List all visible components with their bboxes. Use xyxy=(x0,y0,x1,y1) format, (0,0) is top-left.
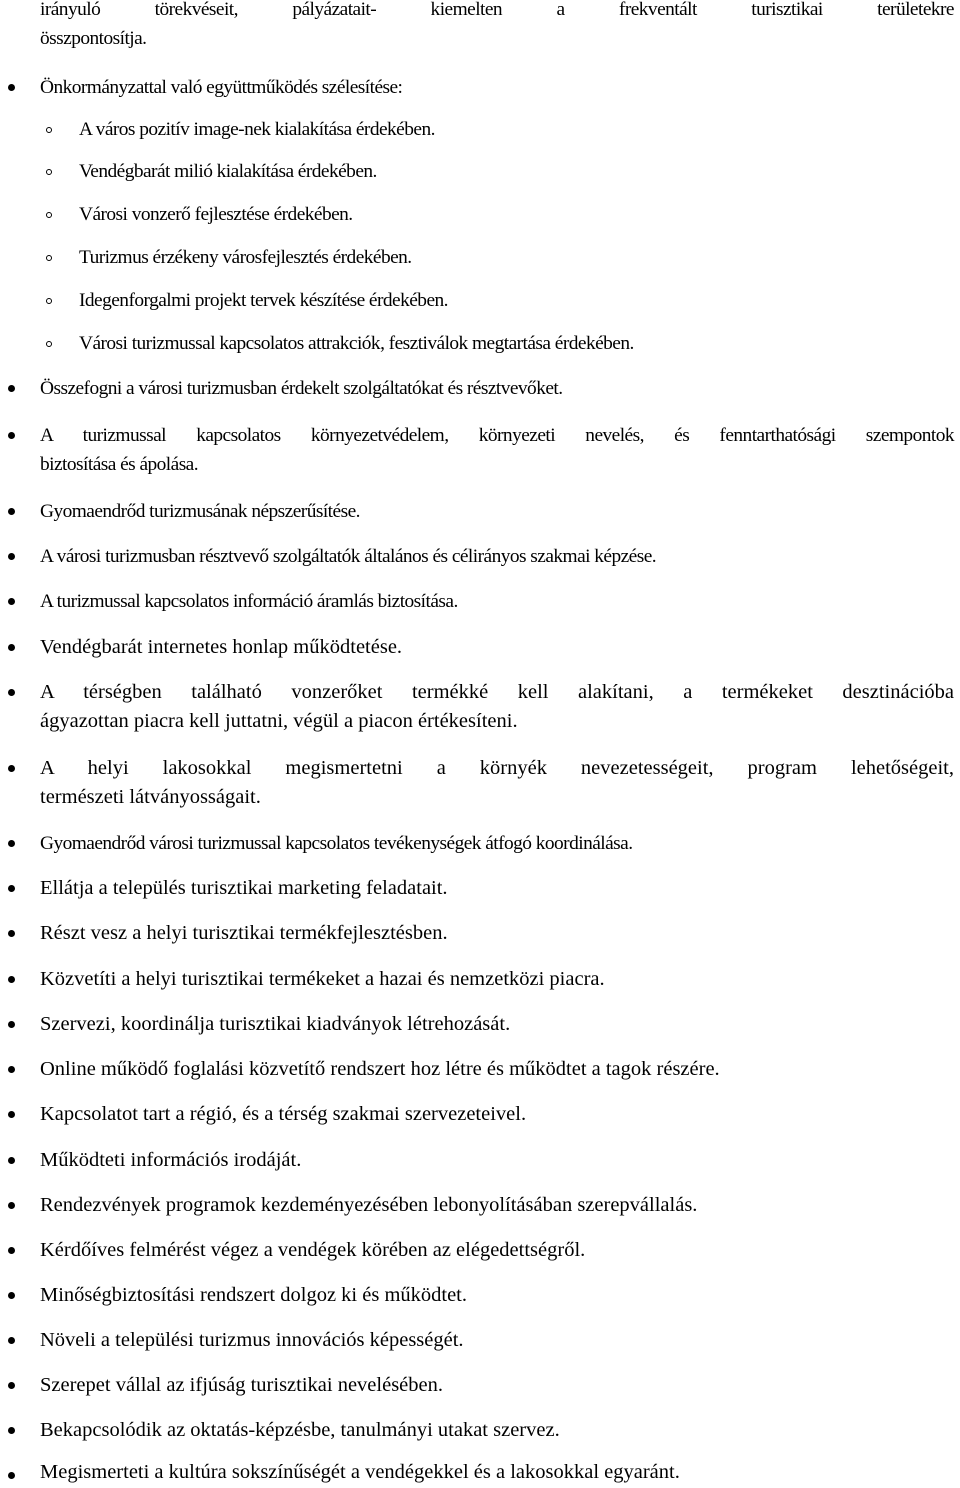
sub-list-item: Városi vonzerő fejlesztése érdekében. xyxy=(79,204,353,225)
bullet-icon xyxy=(8,1382,15,1389)
bullet-icon xyxy=(8,1021,15,1028)
list-item: Minőségbiztosítási rendszert dolgoz ki és működtet. xyxy=(40,1284,468,1306)
bullet-icon xyxy=(8,885,15,892)
list-item: Szervezi, koordinálja turisztikai kiadványok létrehozását. xyxy=(40,1013,511,1035)
bullet-icon xyxy=(8,930,15,937)
intro-line-1: irányuló törekvéseit, pályázatait- kiemelten a frekventált turisztikai területekre xyxy=(40,0,954,20)
bullet-icon xyxy=(8,432,15,439)
bullet-icon xyxy=(8,1247,15,1254)
circle-bullet-icon xyxy=(46,127,52,133)
list-item: Közvetíti a helyi turisztikai termékeket a hazai és nemzetközi piacra. xyxy=(40,968,605,990)
list-item: Összefogni a városi turizmusban érdekelt szolgáltatókat és résztvevőket. xyxy=(40,378,563,399)
list-item: Rendezvények programok kezdeményezésében lebonyolításában szerepvállalás. xyxy=(40,1194,698,1216)
list-item: Ellátja a település turisztikai marketing feladatait. xyxy=(40,877,448,899)
list-item: A térségben található vonzerőket termékké kell alakítani, a termékeket desztinációba xyxy=(40,681,954,703)
bullet-icon xyxy=(8,976,15,983)
list-item: Önkormányzattal való együttműködés szélesítése: xyxy=(40,77,403,98)
bullet-icon xyxy=(8,553,15,560)
list-item: Növeli a települési turizmus innovációs képességét. xyxy=(40,1329,464,1351)
list-item: A városi turizmusban résztvevő szolgáltatók általános és célirányos szakmai képzése. xyxy=(40,546,657,567)
bullet-icon xyxy=(8,1111,15,1118)
bullet-icon xyxy=(8,508,15,515)
bullet-icon xyxy=(8,644,15,651)
list-item: Gyomaendrőd turizmusának népszerűsítése. xyxy=(40,501,360,522)
list-item-continuation: természeti látványosságait. xyxy=(40,786,261,808)
circle-bullet-icon xyxy=(46,298,52,304)
list-item-continuation: ágyazottan piacra kell juttatni, végül a piacon értékesíteni. xyxy=(40,710,518,732)
list-item: Működteti információs irodáját. xyxy=(40,1149,302,1171)
list-item: Gyomaendrőd városi turizmussal kapcsolatos tevékenységek átfogó koordinálása. xyxy=(40,833,633,854)
sub-list-item: A város pozitív image-nek kialakítása érdekében. xyxy=(79,119,435,140)
bullet-icon xyxy=(8,385,15,392)
sub-list-item: Városi turizmussal kapcsolatos attrakciók, fesztiválok megtartása érdekében. xyxy=(79,333,634,354)
list-item: Online működő foglalási közvetítő rendszert hoz létre és működtet a tagok részére. xyxy=(40,1058,720,1080)
bullet-icon xyxy=(8,84,15,91)
list-item: Bekapcsolódik az oktatás-képzésbe, tanulmányi utakat szervez. xyxy=(40,1419,560,1441)
bullet-icon xyxy=(8,598,15,605)
circle-bullet-icon xyxy=(46,169,52,175)
list-item: Szerepet vállal az ifjúság turisztikai nevelésében. xyxy=(40,1374,443,1396)
bullet-icon xyxy=(8,1157,15,1164)
list-item: Részt vesz a helyi turisztikai termékfejlesztésben. xyxy=(40,922,448,944)
circle-bullet-icon xyxy=(46,255,52,261)
bullet-icon xyxy=(8,765,15,772)
bullet-icon xyxy=(8,1427,15,1434)
bullet-icon xyxy=(8,689,15,696)
list-item: Megismerteti a kultúra sokszínűségét a vendégekkel és a lakosokkal egyaránt. xyxy=(40,1461,680,1483)
list-item: Kérdőíves felmérést végez a vendégek körében az elégedettségről. xyxy=(40,1239,586,1261)
bullet-icon xyxy=(8,1472,15,1479)
circle-bullet-icon xyxy=(46,341,52,347)
sub-list-item: Vendégbarát milió kialakítása érdekében. xyxy=(79,161,377,182)
list-item-continuation: biztosítása és ápolása. xyxy=(40,454,199,475)
bullet-icon xyxy=(8,840,15,847)
list-item: Vendégbarát internetes honlap működtetése. xyxy=(40,636,403,658)
sub-list-item: Turizmus érzékeny városfejlesztés érdekében. xyxy=(79,247,412,268)
bullet-icon xyxy=(8,1292,15,1299)
bullet-icon xyxy=(8,1066,15,1073)
intro-line-2: összpontosítja. xyxy=(40,28,147,49)
sub-list-item: Idegenforgalmi projekt tervek készítése érdekében. xyxy=(79,290,448,311)
bullet-icon xyxy=(8,1337,15,1344)
list-item: A turizmussal kapcsolatos környezetvédelem, környezeti nevelés, és fenntarthatósági szempontok xyxy=(40,425,954,446)
list-item: A helyi lakosokkal megismertetni a környék nevezetességeit, program lehetőségeit, xyxy=(40,757,954,779)
bullet-icon xyxy=(8,1202,15,1209)
circle-bullet-icon xyxy=(46,212,52,218)
list-item: A turizmussal kapcsolatos információ áramlás biztosítása. xyxy=(40,591,458,612)
list-item: Kapcsolatot tart a régió, és a térség szakmai szervezeteivel. xyxy=(40,1103,527,1125)
